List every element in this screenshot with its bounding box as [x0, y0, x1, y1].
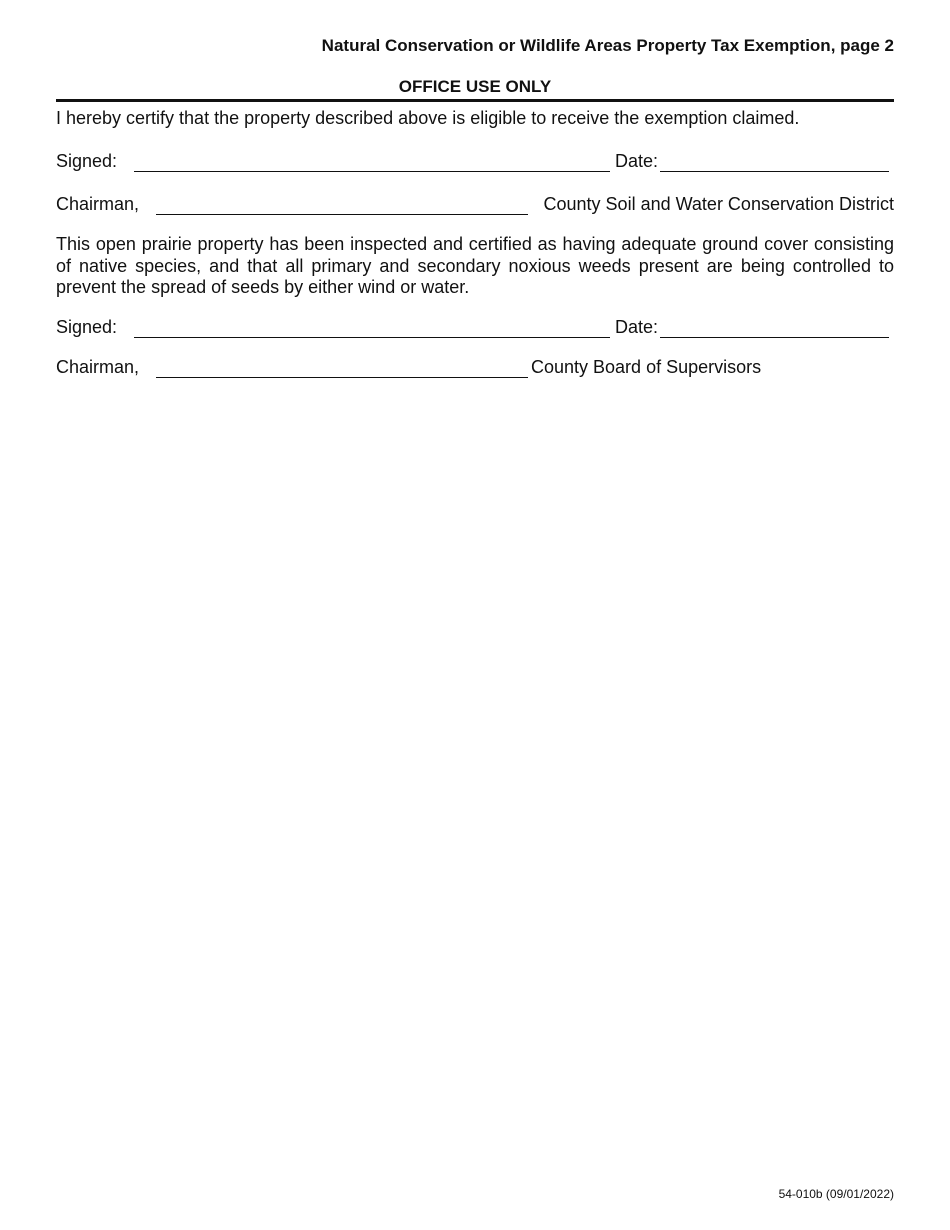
form-code: 54-010b (09/01/2022) [778, 1187, 894, 1201]
district-label: County Soil and Water Conservation District [543, 194, 894, 214]
signature-field-1[interactable] [134, 154, 610, 172]
date-field-1[interactable] [660, 154, 889, 172]
signed-label-1: Signed: [56, 151, 118, 171]
page-title: Natural Conservation or Wildlife Areas Property Tax Exemption, page 2 [321, 36, 894, 55]
certify-statement: I hereby certify that the property described above is eligible to receive the exemption claimed. [56, 108, 800, 128]
inspection-statement: This open prairie property has been inspected and certified as having adequate ground cover consisting of native species, and that all primary and secondary noxious weeds present are being controlled to prevent the spread of seeds by either wind or water. [56, 234, 894, 297]
section-divider [56, 99, 894, 102]
office-use-heading: OFFICE USE ONLY [398, 77, 552, 96]
county-name-field-1[interactable] [156, 197, 528, 215]
chairman-label-2: Chairman, [56, 357, 140, 377]
signed-label-2: Signed: [56, 317, 118, 337]
date-field-2[interactable] [660, 320, 889, 338]
signature-field-2[interactable] [134, 320, 610, 338]
chairman-label-1: Chairman, [56, 194, 140, 214]
county-name-field-2[interactable] [156, 360, 528, 378]
board-label: County Board of Supervisors [531, 357, 762, 377]
date-label-2: Date: [615, 317, 659, 337]
date-label-1: Date: [615, 151, 659, 171]
